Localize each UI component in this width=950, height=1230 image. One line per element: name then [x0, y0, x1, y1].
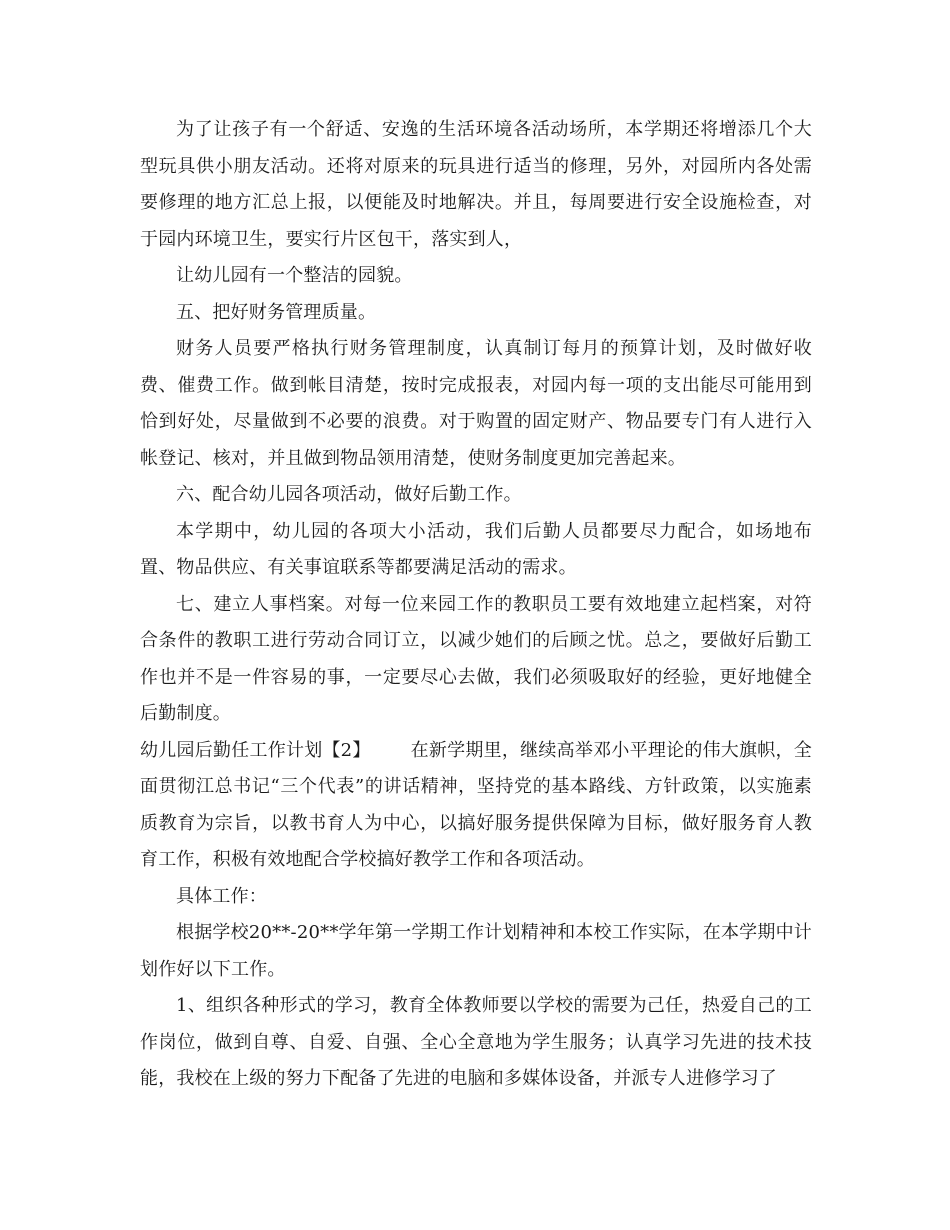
section-2-block	[140, 733, 812, 879]
document-body	[140, 112, 812, 1098]
paragraph-garden-appearance: 让幼儿园有一个整洁的园貌。	[176, 265, 413, 286]
paragraph-finance: 财务人员要严格执行财务管理制度，认真制订每月的预算计划，及时做好收费、催费工作。做到帐目清楚，按时完成报表，对园内每一项的支出能尽可能用到恰到好处，尽量做到不必要的浪费。对于购置的固定财产、物品要专门有人进行入帐登记、核对，并且做到物品领用清楚，使财务制度更加完善起来。	[140, 338, 812, 469]
paragraph-environment: 为了让孩子有一个舒适、安逸的生活环境各活动场所，本学期还将增添几个大型玩具供小朋友活动。还将对原来的玩具进行适当的修理，另外，对园所内各处需要修理的地方汇总上报，以便能及时地解决。并且，每周要进行安全设施检查，对于园内环境卫生，要实行片区包干，落实到人，	[140, 119, 812, 250]
section-title: 幼儿园后勤任工作计划【2】	[140, 739, 371, 761]
paragraph-activities: 本学期中，幼儿园的各项大小活动，我们后勤人员都要尽力配合，如场地布置、物品供应、有关事谊联系等都要满足活动的需求。	[140, 520, 812, 578]
paragraph-study: 1、组织各种形式的学习，教育全体教师要以学校的需要为己任，热爱自己的工作岗位，做到自尊、自爱、自强、全心全意地为学生服务；认真学习先进的技术技能，我校在上级的努力下配备了先进的电脑和多媒体设备，并派专人进修学习了	[140, 995, 812, 1089]
heading-activities: 六、配合幼儿园各项活动，做好后勤工作。	[176, 484, 522, 505]
heading-finance: 五、把好财务管理质量。	[176, 301, 377, 323]
heading-specific-work: 具体工作：	[176, 885, 267, 907]
section-intro: 在新学期里，继续高举邓小平理论的伟大旗帜，全面贯彻江总书记“三个代表”的讲话精神，坚持党的基本路线、方针政策，以实施素质教育为宗旨，以教书育人为中心，以搞好服务提供保障为目标，做好服务育人教育工作，积极有效地配合学校搞好教学工作和各项活动。	[140, 739, 812, 870]
paragraph-personnel-records: 七、建立人事档案。对每一位来园工作的教职员工要有效地建立起档案，对符合条件的教职工进行劳动合同订立，以减少她们的后顾之忧。总之，要做好后勤工作也并不是一件容易的事，一定要尽心去做，我们必须吸取好的经验，更好地健全后勤制度。	[140, 593, 812, 724]
paragraph-plan-basis: 根据学校20**-20**学年第一学期工作计划精神和本校工作实际，在本学期中计划作好以下工作。	[140, 922, 812, 980]
